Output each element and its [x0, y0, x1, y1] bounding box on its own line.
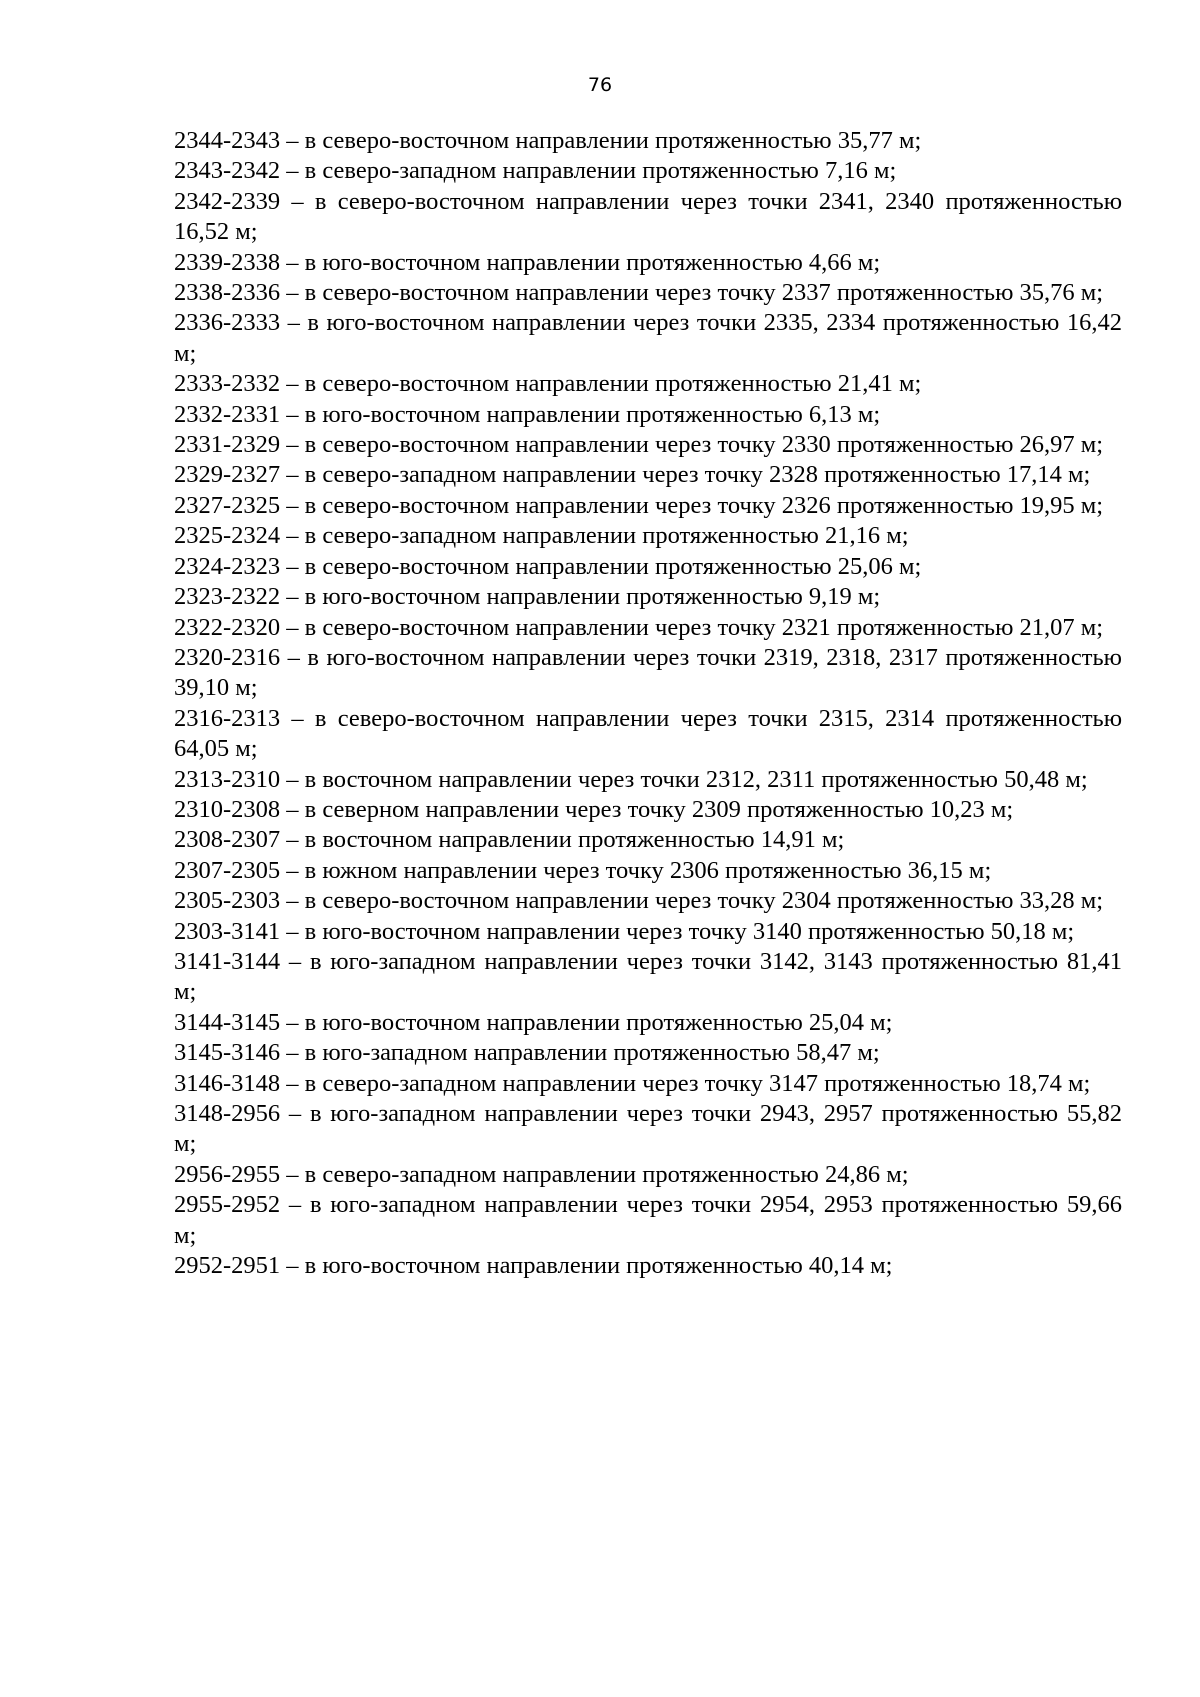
boundary-segment: 2339-2338 – в юго-восточном направлении протяженностью 4,66 м; [174, 248, 881, 276]
boundary-segment: 2333-2332 – в северо-восточном направлении протяженностью 21,41 м; [174, 370, 922, 398]
boundary-segment: 2307-2305 – в южном направлении через точку 2306 протяженностью 36,15 м; [174, 856, 992, 884]
boundary-segment: 2320-2316 – в юго-восточном направлении через точки 2319, 2318, 2317 протяженностью 39,10 м; [174, 643, 1122, 702]
boundary-segment: 3148-2956 – в юго-западном направлении через точки 2943, 2957 протяженностью 55,82 м; [174, 1100, 1122, 1158]
boundary-segment: 3146-3148 – в северо-западном направлении через точку 3147 протяженностью 18,74 м; [174, 1069, 1091, 1097]
boundary-segment: 2324-2323 – в северо-восточном направлении протяженностью 25,06 м; [174, 552, 922, 580]
boundary-segment: 2336-2333 – в юго-восточном направлении через точки 2335, 2334 протяженностью 16,42 м; [174, 309, 1122, 367]
boundary-segment: 2316-2313 – в северо-восточном направлении через точки 2315, 2314 протяженностью 64,05 м; [174, 704, 1122, 763]
boundary-segment: 2323-2322 – в юго-восточном направлении протяженностью 9,19 м; [174, 583, 881, 611]
boundary-segment: 2305-2303 – в северо-восточном направлении через точку 2304 протяженностью 33,28 м; [174, 887, 1104, 915]
boundary-segment: 2313-2310 – в восточном направлении через точки 2312, 2311 протяженностью 50,48 м; [174, 765, 1088, 793]
boundary-segment: 2331-2329 – в северо-восточном направлении через точку 2330 протяженностью 26,97 м; [174, 431, 1104, 459]
boundary-segment: 2303-3141 – в юго-восточном направлении через точку 3140 протяженностью 50,18 м; [174, 917, 1075, 945]
boundary-segment: 2325-2324 – в северо-западном направлении протяженностью 21,16 м; [174, 522, 909, 550]
boundary-segment: 3145-3146 – в юго-западном направлении протяженностью 58,47 м; [174, 1039, 880, 1067]
boundary-segment: 3141-3144 – в юго-западном направлении через точки 3142, 3143 протяженностью 81,41 м; [174, 947, 1122, 1006]
boundary-segment: 2956-2955 – в северо-западном направлении протяженностью 24,86 м; [174, 1160, 909, 1188]
boundary-segment: 2332-2331 – в юго-восточном направлении протяженностью 6,13 м; [174, 400, 881, 428]
page-number: 76 [587, 74, 613, 96]
boundary-segment: 3144-3145 – в юго-восточном направлении протяженностью 25,04 м; [174, 1008, 893, 1036]
boundary-segment: 2343-2342 – в северо-западном направлении протяженностью 7,16 м; [174, 157, 897, 185]
boundary-segment: 2338-2336 – в северо-восточном направлении через точку 2337 протяженностью 35,76 м; [174, 279, 1104, 307]
boundary-segment: 2955-2952 – в юго-западном направлении через точки 2954, 2953 протяженностью 59,66 м; [174, 1191, 1122, 1249]
boundary-segment: 2329-2327 – в северо-западном направлении через точку 2328 протяженностью 17,14 м; [174, 461, 1091, 489]
boundary-segment: 2308-2307 – в восточном направлении протяженностью 14,91 м; [174, 826, 845, 854]
boundary-segment: 2327-2325 – в северо-восточном направлении через точку 2326 протяженностью 19,95 м; [174, 491, 1104, 519]
boundary-segment: 2322-2320 – в северо-восточном направлении через точку 2321 протяженностью 21,07 м; [174, 613, 1104, 641]
boundary-segment: 2310-2308 – в северном направлении через точку 2309 протяженностью 10,23 м; [174, 795, 1014, 823]
boundary-segment: 2344-2343 – в северо-восточном направлении протяженностью 35,77 м; [174, 127, 922, 154]
boundary-description [174, 126, 1122, 1281]
boundary-segment: 2952-2951 – в юго-восточном направлении протяженностью 40,14 м; [174, 1252, 893, 1280]
boundary-segment: 2342-2339 – в северо-восточном направлении через точки 2341, 2340 протяженностью 16,52 м; [174, 187, 1122, 246]
